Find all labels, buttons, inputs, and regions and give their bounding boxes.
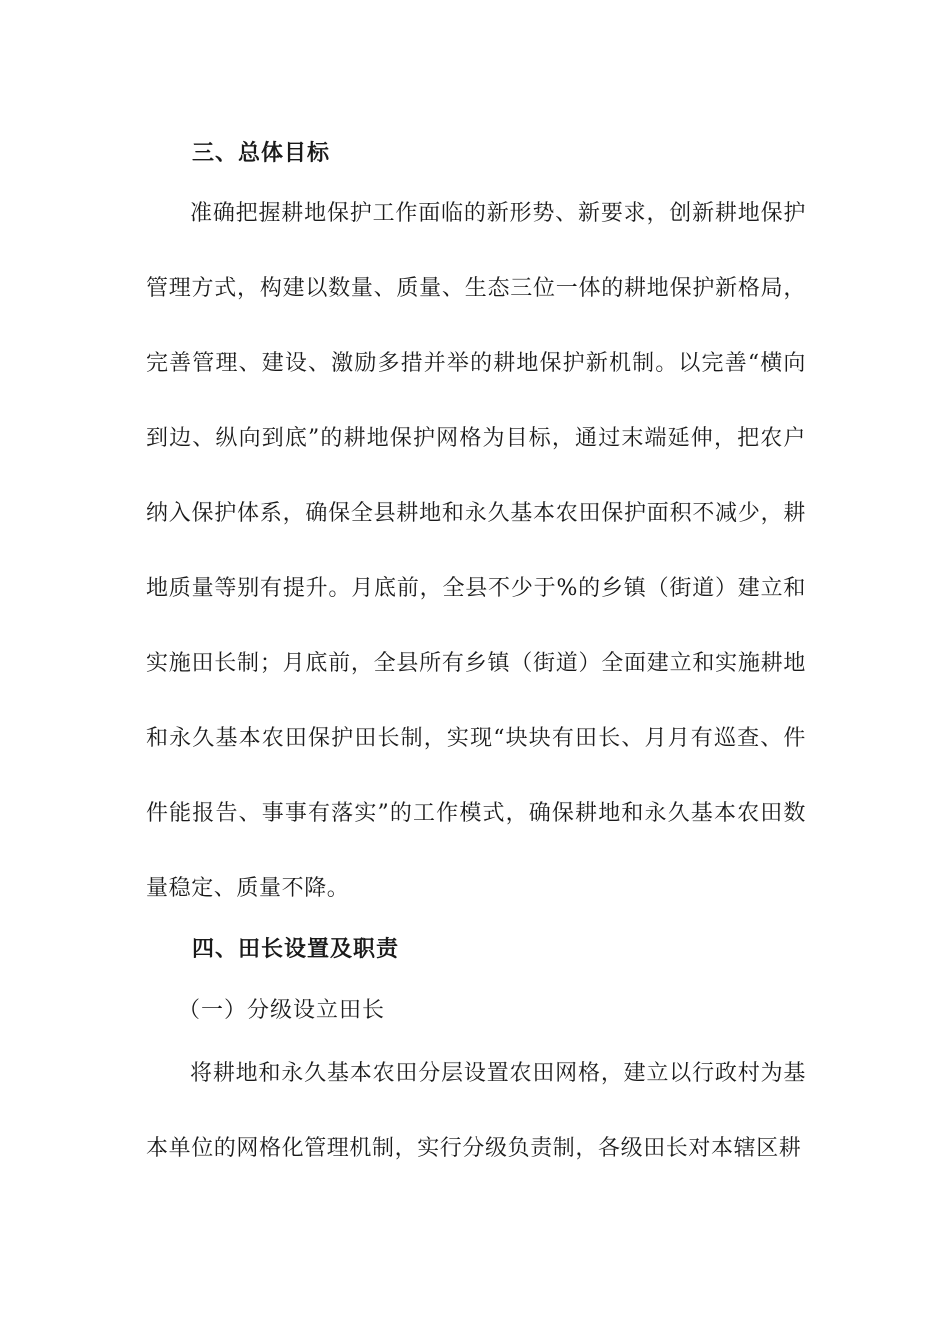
subsection-heading-tiered-chiefs: （一）分级设立田长 <box>178 998 386 1023</box>
paragraph-tiered-chiefs: 将耕地和永久基本农田分层设置农田网格，建立以行政村为基本单位的网格化管理机制，实行分级负责制，各级田长对本辖区耕 <box>146 1061 806 1161</box>
section-heading-overall-goals: 三、总体目标 <box>192 140 331 166</box>
paragraph-overall-goals: 准确把握耕地保护工作面临的新形势、新要求，创新耕地保护管理方式，构建以数量、质量、生态三位一体的耕地保护新格局，完善管理、建设、激励多措并举的耕地保护新机制。以完善“横向到边、纵向到底”的耕地保护网格为目标，通过末端延伸，把农户纳入保护体系，确保全县耕地和永久基本农田保护面积不减少，耕地质量等别有提升。月底前，全县不少于%的乡镇（街道）建立和实施田长制；月底前，全县所有乡镇（街道）全面建立和实施耕地和永久基本农田保护田长制，实现“块块有田长、月月有巡查、件件能报告、事事有落实”的工作模式，确保耕地和永久基本农田数量稳定、质量不降。 <box>146 201 806 901</box>
section-heading-field-chief-setup: 四、田长设置及职责 <box>192 936 400 962</box>
